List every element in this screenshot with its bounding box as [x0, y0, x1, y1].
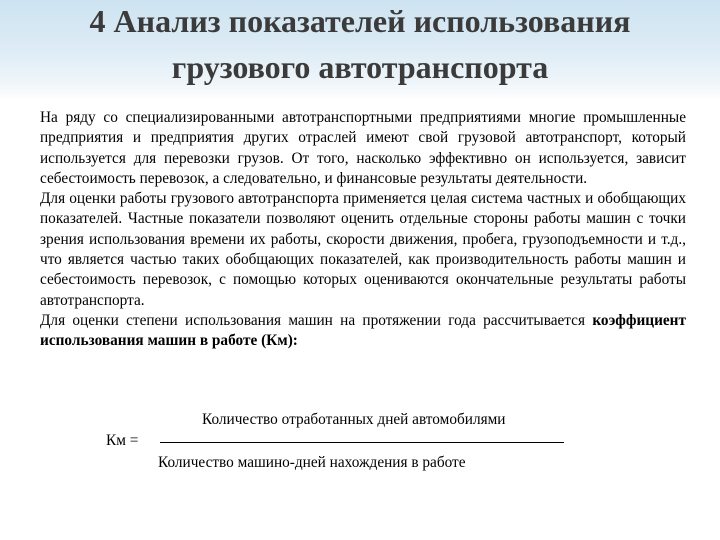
- coefficient-intro-text: Для оценки степени использования машин на протяжении года рассчитывается: [40, 311, 586, 329]
- paragraph-vehicle-usage-intro: На ряду со специализированными автотранспортными предприятиями многие промышленные предприятия и предприятия других отраслей имеют свой грузовой автотранспорт, который используется для перевозки грузов. От того, насколько эффективно он используется, зависит себестоимость перевозок, а следовательно, и финансовые результаты деятельности.: [40, 109, 686, 187]
- formula-denominator: Количество машино-дней нахождения в работе: [158, 454, 466, 471]
- formula-numerator: Количество отработанных дней автомобилями: [202, 411, 506, 428]
- paragraph-coefficient-intro: [40, 311, 686, 352]
- slide-body: [40, 108, 686, 352]
- paragraph-indicator-system: Для оценки работы грузового автотранспорта применяется целая система частных и обобщающих показателей. Частные показатели позволяют оценить отдельные стороны работы машин с точки зрения использования времени их работы, скорости движения, пробега, грузоподъемности и т.д., что является частью таких обобщающих показателей, как производительность работы машин и себестоимость перевозок, с помощью которых оцениваются окончательные результаты работы автотранспорта.: [40, 190, 686, 309]
- coefficient-name: коэффициент использования машин в работе (Км):: [40, 311, 687, 350]
- slide-title: [0, 0, 720, 85]
- slide-title-line-1: 4 Анализ показателей использования: [89, 3, 631, 39]
- fraction-bar: [160, 442, 564, 443]
- formula-km: [40, 410, 686, 472]
- formula-label: Км =: [106, 432, 139, 449]
- slide-title-line-2: грузового автотранспорта: [171, 49, 549, 85]
